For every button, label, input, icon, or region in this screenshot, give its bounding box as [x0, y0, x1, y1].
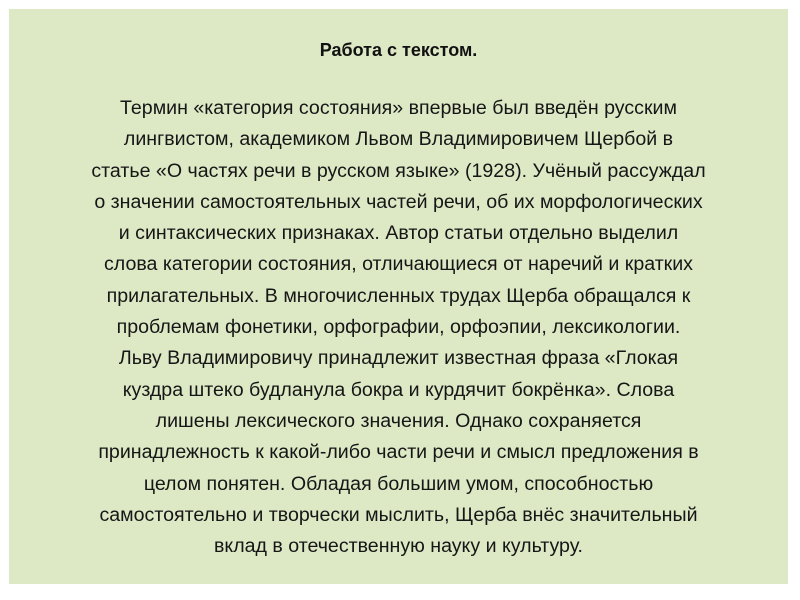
slide-panel [9, 9, 788, 584]
text-line: Термин «категория состояния» впервые был введён русским [120, 97, 677, 119]
text-line: куздра штеко будланула бокра и курдячит бокрёнка». Слова [122, 378, 675, 401]
text-line: лингвистом, академиком Львом Владимировичем Щербой в [123, 128, 674, 151]
text-line: и синтаксических признаках. Автор статьи отдельно выделил [118, 222, 679, 245]
text-line: вклад в отечественную науку и культуру. [214, 535, 583, 558]
slide-title: Работа с текстом. [319, 40, 478, 60]
text-line: статье «О частях речи в русском языке» (1928). Учёный рассуждал [91, 159, 706, 182]
text-line: слова категории состояния, отличающиеся от наречий и кратких [104, 253, 693, 276]
text-line: проблемам фонетики, орфографии, орфоэпии, лексикологии. [116, 316, 681, 339]
text-passage [9, 93, 788, 562]
text-line: лишены лексического значения. Однако сохраняется [155, 409, 642, 432]
text-line: самостоятельно и творчески мыслить, Щерба внёс значительный [99, 503, 698, 526]
text-line: Льву Владимировичу принадлежит известная фраза «Глокая [118, 347, 679, 370]
text-line: целом понятен. Обладая большим умом, способностью [143, 472, 654, 495]
text-line: прилагательных. В многочисленных трудах Щерба обращался к [106, 284, 691, 307]
text-line: о значении самостоятельных частей речи, об их морфологических [94, 190, 703, 213]
text-line: принадлежность к какой-либо части речи и смысл предложения в [98, 441, 699, 464]
